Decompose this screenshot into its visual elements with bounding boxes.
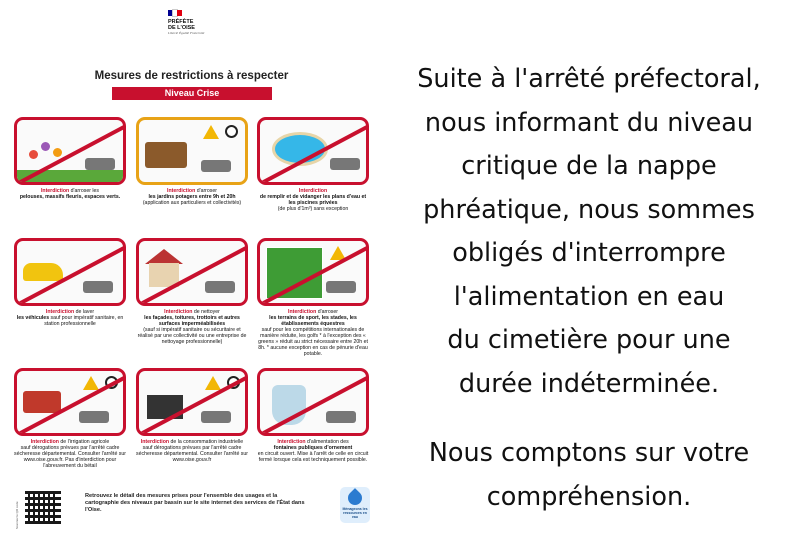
card-vegetable-garden xyxy=(136,117,248,206)
prefecture-logo xyxy=(168,10,208,35)
card-red-text: Interdiction xyxy=(30,439,59,445)
message-line: nous informant du niveau xyxy=(424,107,754,138)
message-line: obligés d'interrompre xyxy=(452,238,726,268)
level-badge: Niveau Crise xyxy=(112,87,272,100)
vegetable-garden-icon xyxy=(136,117,248,185)
message-line: durée indéterminée. xyxy=(458,368,720,399)
closing-line: Nous comptons sur votre xyxy=(428,438,750,468)
tractor-icon xyxy=(14,368,126,436)
closing-line: compréhension. xyxy=(486,481,692,512)
card-small: sauf dérogations prévues par l'arrêté cadre sécheresse départemental. Consulter l'arrêté sur www.oise.gouv.fr xyxy=(136,445,248,463)
logo-line2: DE L'OISE xyxy=(168,25,195,31)
qr-caption: Scannez le QR code xyxy=(15,501,19,529)
message-line: critique de la nappe xyxy=(461,151,717,181)
card-rest: d'arroser xyxy=(195,188,217,194)
card-red-text: Interdiction xyxy=(45,309,75,315)
card-rest: d'arroser les xyxy=(69,188,100,194)
card-bold: fontaines publiques d'ornement xyxy=(273,445,353,451)
card-pool xyxy=(257,117,369,212)
car-icon xyxy=(14,238,126,306)
card-lawn xyxy=(14,117,126,200)
card-fountain xyxy=(257,368,369,463)
logo-line1: PRÉFÈTE xyxy=(168,19,194,25)
fountain-icon xyxy=(257,368,369,436)
factory-icon xyxy=(136,368,248,436)
card-car xyxy=(14,238,126,327)
house-icon xyxy=(136,238,248,306)
poster-title: Mesures de restrictions à respecter xyxy=(94,70,289,82)
lawn-icon xyxy=(14,117,126,185)
card-rest: d'alimentation des xyxy=(305,439,349,445)
card-rest: de nettoyer xyxy=(192,309,220,315)
closing-message xyxy=(388,432,790,519)
sports-field-icon xyxy=(257,238,369,306)
card-red-text: Interdiction xyxy=(164,309,193,315)
footer-text: Retrouvez le détail des mesures prises pour l'ensemble des usages et la cartographie des niveaux par bassin sur le site internet des services de l'État dans l'Oise. xyxy=(85,493,305,513)
message-line: du cimetière pour une xyxy=(447,325,731,355)
message-line: phréatique, nous sommes xyxy=(423,194,755,225)
warning-icon xyxy=(83,376,99,390)
card-rest: d'arroser xyxy=(316,309,338,315)
water-drop-logo-icon xyxy=(340,487,370,523)
french-flag-icon xyxy=(168,10,182,16)
card-bold: les jardins potagers entre 9h et 20h xyxy=(148,194,236,200)
footer-logo-label: Ménageons les ressources en eau xyxy=(342,507,368,519)
message-line: l'alimentation en eau xyxy=(453,281,725,312)
card-red-text: Interdiction xyxy=(167,188,196,194)
card-factory xyxy=(136,368,248,463)
card-house xyxy=(136,238,248,345)
qr-code-icon[interactable] xyxy=(25,488,61,524)
poster-footer xyxy=(15,483,370,533)
card-small: sauf dérogations prévues par l'arrêté cadre sécheresse départemental. Consulter l'arrêté sur www.oise.gouv.fr. Pas d'interdiction pour l'abreuvement du bétail xyxy=(14,445,126,469)
card-red-text: Interdiction xyxy=(40,188,70,194)
warning-icon xyxy=(205,376,221,390)
pool-icon xyxy=(257,117,369,185)
card-bold: les façades, toitures, trottoirs et autres surfaces imperméabilisées xyxy=(144,315,240,327)
restriction-poster xyxy=(0,0,383,541)
card-bold: les terrains de sport, les stades, les établissements équestres xyxy=(269,315,357,327)
card-bold: de remplir et de vidanger les plans d'eau et les piscines privées xyxy=(259,194,367,206)
card-bold: pelouses, massifs fleuris, espaces verts. xyxy=(19,194,121,200)
card-rest: de l'irrigation agricole xyxy=(58,439,110,445)
card-small: en circuit ouvert. Mise à l'arrêt de celle en circuit fermé lorsque cela est techniquement possible. xyxy=(257,451,369,463)
card-small: sauf pour les compétitions internationales de manière réduite, les golfs * à l'exception des « greens » réduit au strict nécessaire entre 20h et 8h. * aucune exception en cas de pénurie d'eau potable. xyxy=(258,327,368,357)
card-small: sauf pour impératif sanitaire, en station professionnelle xyxy=(44,315,124,327)
logo-motto: Liberté Égalité Fraternité xyxy=(168,31,205,35)
card-small: (de plus d'1m³) sans exception xyxy=(277,206,349,212)
warning-icon xyxy=(203,125,219,139)
card-small: (sauf si impératif sanitaire ou sécuritaire et réalisé par une collectivité ou une entreprise de nettoyage professionnelle) xyxy=(137,327,247,345)
card-sports-field xyxy=(257,238,369,357)
message-line: Suite à l'arrêté préfectoral, xyxy=(417,64,761,94)
card-red-text: Interdiction xyxy=(277,439,306,445)
card-red-text: Interdiction xyxy=(298,188,328,194)
clock-icon xyxy=(225,125,238,138)
card-small: (application aux particuliers et collectivités) xyxy=(142,200,242,206)
card-rest: de laver xyxy=(74,309,95,315)
card-tractor xyxy=(14,368,126,469)
closure-message xyxy=(388,58,790,406)
card-red-text: Interdiction xyxy=(288,309,317,315)
card-rest: de la consommation industrielle xyxy=(169,439,244,445)
card-bold: les véhicules xyxy=(16,315,50,321)
card-red-text: Interdiction xyxy=(140,439,170,445)
